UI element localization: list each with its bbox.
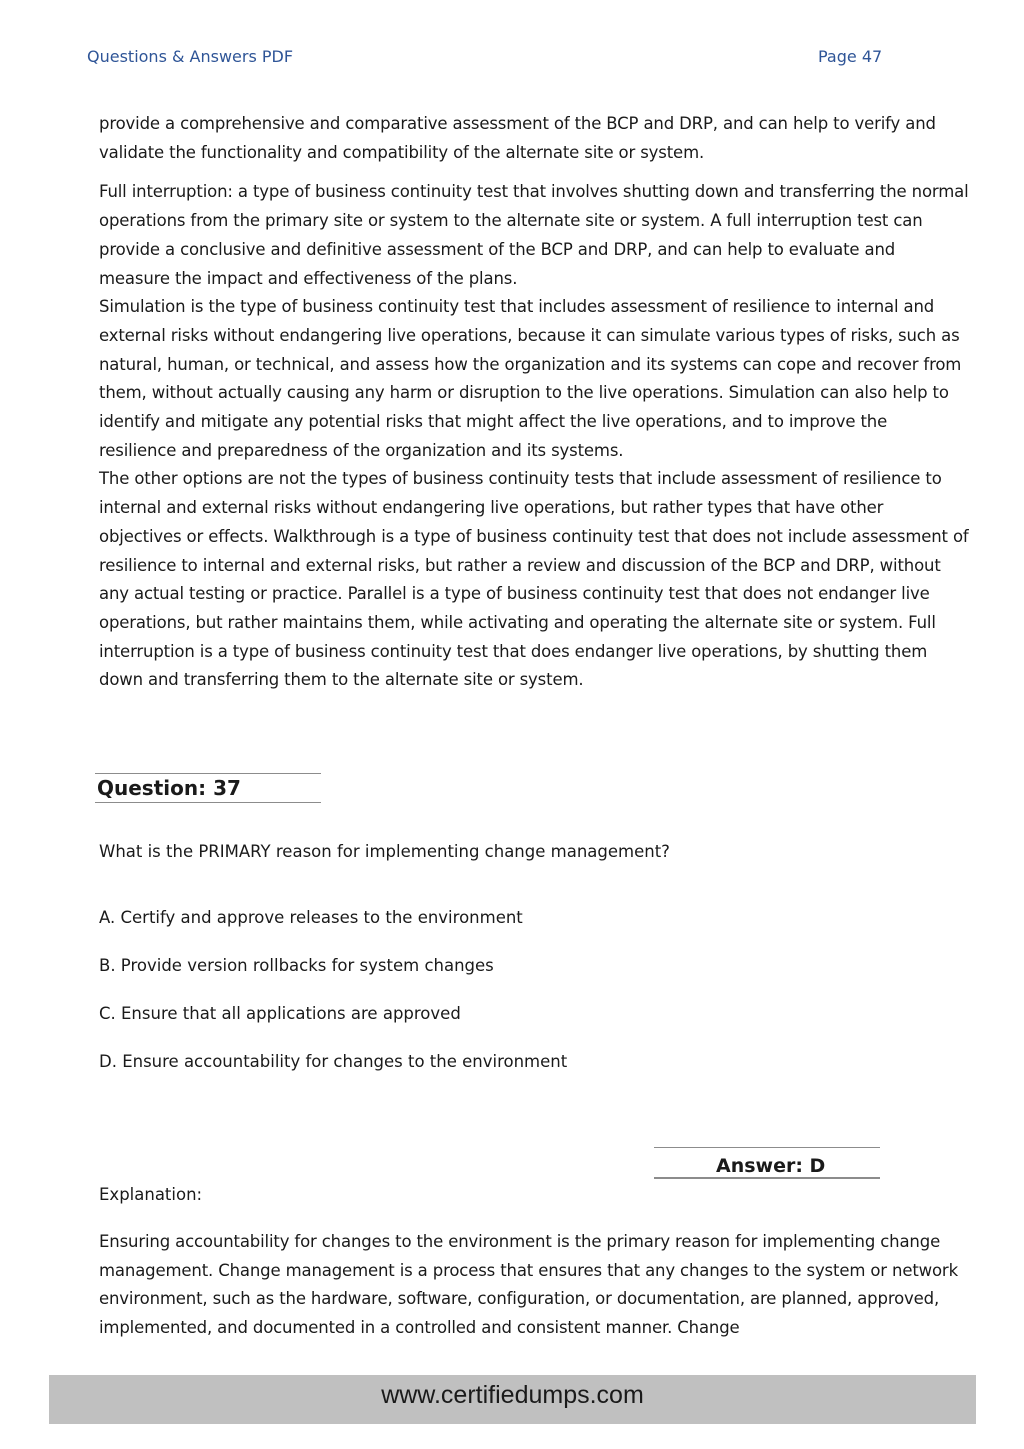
paragraph: Full interruption: a type of business continuity test that involves shutting down and transferring the normal operations from the primary site or system to the alternate site or system. A full interruption test can provide a conclusive and definitive assessment of the BCP and DRP, and can help to evaluate and measure the impact and effectiveness of the plans. xyxy=(99,182,969,288)
answer-box xyxy=(654,1147,880,1179)
page-number: Page 47 xyxy=(818,47,883,66)
footer-bar xyxy=(49,1375,976,1424)
question-text: What is the PRIMARY reason for implementing change management? xyxy=(99,842,670,861)
option-c: C. Ensure that all applications are approved xyxy=(99,1004,461,1023)
explanation-text-block xyxy=(99,1228,969,1343)
paragraph: Simulation is the type of business continuity test that includes assessment of resilience to internal and external risks without endangering live operations, because it can simulate various types of risks, such as natural, human, or technical, and assess how the organization and its systems can cope and recover from them, without actually causing any harm or disruption to the live operations. Simulation can also help to identify and mitigate any potential risks that might affect the live operations, and to improve the resilience and preparedness of the organization and its systems. xyxy=(99,297,962,460)
explanation-paragraph: Ensuring accountability for changes to the environment is the primary reason for implementing change management. Change management is a process that ensures that any changes to the system or network environment, such as the hardware, software, configuration, or documentation, are planned, approved, implemented, and documented in a controlled and consistent manner. Change xyxy=(99,1232,958,1338)
header-title: Questions & Answers PDF xyxy=(87,47,294,66)
paragraph: provide a comprehensive and comparative assessment of the BCP and DRP, and can help to verify and validate the functionality and compatibility of the alternate site or system. xyxy=(99,114,936,162)
explanation-continuation xyxy=(99,110,969,695)
option-d: D. Ensure accountability for changes to the environment xyxy=(99,1052,568,1071)
question-heading-box xyxy=(95,773,321,803)
question-heading: Question: 37 xyxy=(97,776,241,800)
paragraph: The other options are not the types of business continuity tests that include assessment of resilience to internal and external risks without endangering live operations, but rather types that have other objectives or effects. Walkthrough is a type of business continuity test that does not include assessment of resilience to internal and external risks, but rather a review and discussion of the BCP and DRP, without any actual testing or practice. Parallel is a type of business continuity test that does not endanger live operations, but rather maintains them, while activating and operating the alternate site or system. Full interruption is a type of business continuity test that does endanger live operations, by shutting them down and transferring them to the alternate site or system. xyxy=(99,469,969,690)
explanation-label: Explanation: xyxy=(99,1185,203,1204)
option-b: B. Provide version rollbacks for system changes xyxy=(99,956,494,975)
answer-label: Answer: D xyxy=(716,1155,826,1177)
footer-url[interactable]: www.certifiedumps.com xyxy=(381,1381,644,1409)
option-a: A. Certify and approve releases to the environment xyxy=(99,908,523,927)
